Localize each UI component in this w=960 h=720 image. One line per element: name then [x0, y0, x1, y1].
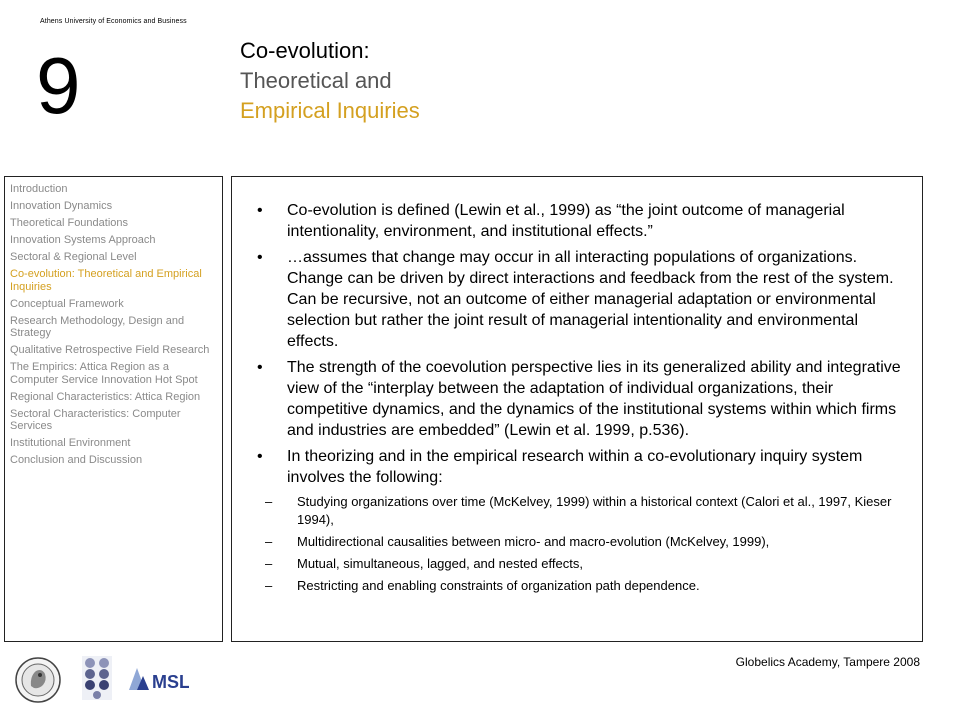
university-seal-logo — [14, 656, 62, 709]
sub-bullet-text: Studying organizations over time (McKelvey, 1999) within a historical context (Calori et al., 1997, Kieser 1994), — [297, 494, 892, 527]
nav-item-research-methodology[interactable]: Research Methodology, Design and Strategy — [10, 314, 185, 339]
bullet-marker: • — [257, 249, 263, 266]
sub-bullet-item — [254, 533, 904, 551]
sub-bullet-text: Restricting and enabling constraints of organization path dependence. — [297, 578, 700, 593]
nav-item-innovation-systems[interactable]: Innovation Systems Approach — [10, 234, 156, 246]
slide-title — [240, 36, 420, 126]
section-nav — [4, 176, 223, 642]
nav-item-innovation-dynamics[interactable]: Innovation Dynamics — [10, 200, 113, 212]
nav-item-co-evolution[interactable]: Co-evolution: Theoretical and Empirical Inquiries — [10, 268, 202, 293]
nav-item-sectoral-regional[interactable]: Sectoral & Regional Level — [10, 251, 137, 263]
sub-bullet-item — [254, 555, 904, 573]
dash-marker: – — [265, 534, 273, 549]
content-panel — [231, 176, 923, 642]
title-line-1: Co-evolution: — [240, 38, 370, 63]
sub-bullet-item — [254, 493, 904, 529]
bullet-item — [254, 200, 904, 242]
sub-bullet-list — [254, 493, 904, 595]
sub-bullet-text: Multidirectional causalities between micro- and macro-evolution (McKelvey, 1999), — [297, 534, 770, 549]
nav-item-field-research[interactable]: Qualitative Retrospective Field Research — [10, 344, 210, 356]
nav-item-conceptual-framework[interactable]: Conceptual Framework — [10, 297, 124, 310]
msl-logo-text: MSL — [152, 672, 189, 692]
bullet-text: …assumes that change may occur in all interacting populations of organizations. Change can be driven by direct interactions and feedback from the rest of the system. Can be recursive, not an outcome of either managerial adaptation or environmental selection but rather the joint result of managerial intentionality and environmental effects. — [287, 249, 894, 350]
sub-bullet-text: Mutual, simultaneous, lagged, and nested effects, — [297, 556, 583, 571]
bullet-list — [254, 200, 904, 599]
bullet-item — [254, 357, 904, 441]
nav-item-conclusion[interactable]: Conclusion and Discussion — [10, 454, 143, 466]
dash-marker: – — [265, 578, 273, 593]
bullet-marker: • — [257, 359, 263, 376]
nav-item-regional-characteristics[interactable]: Regional Characteristics: Attica Region — [10, 390, 201, 403]
dots-logo — [82, 656, 112, 705]
bullet-item — [254, 446, 904, 488]
slide-number: 9 — [36, 41, 81, 130]
nav-item-theoretical-foundations[interactable]: Theoretical Foundations — [10, 217, 129, 229]
bullet-text: The strength of the coevolution perspective lies in its generalized ability and integrative view of the “interplay between the adaptation of individual organizations, their competitive dynamics, and the dynamics of the institutional systems within which firms and industries are embedded” (Lewin et al. 1999, p.536). — [287, 359, 901, 439]
title-line-3: Empirical Inquiries — [240, 98, 420, 123]
bullet-item — [254, 247, 904, 352]
nav-item-introduction[interactable]: Introduction — [10, 183, 68, 195]
nav-item-empirics[interactable]: The Empirics: Attica Region as a Computer Service Innovation Hot Spot — [10, 361, 198, 386]
nav-item-institutional-environment[interactable]: Institutional Environment — [10, 437, 131, 449]
title-line-2: Theoretical and — [240, 68, 392, 93]
msl-logo — [125, 664, 189, 699]
bullet-text: In theorizing and in the empirical research within a co-evolutionary inquiry system involves the following: — [287, 448, 863, 486]
sub-bullet-item — [254, 577, 904, 595]
dash-marker: – — [265, 494, 273, 509]
bullet-marker: • — [257, 448, 263, 465]
bullet-marker: • — [257, 202, 263, 219]
university-name: Athens University of Economics and Business — [40, 18, 187, 25]
bullet-text: Co-evolution is defined (Lewin et al., 1999) as “the joint outcome of managerial intentionality, environment, and institutional effects.” — [287, 202, 845, 240]
dash-marker: – — [265, 556, 273, 571]
footer-text: Globelics Academy, Tampere 2008 — [735, 655, 920, 669]
nav-item-sectoral-characteristics[interactable]: Sectoral Characteristics: Computer Services — [10, 407, 181, 432]
